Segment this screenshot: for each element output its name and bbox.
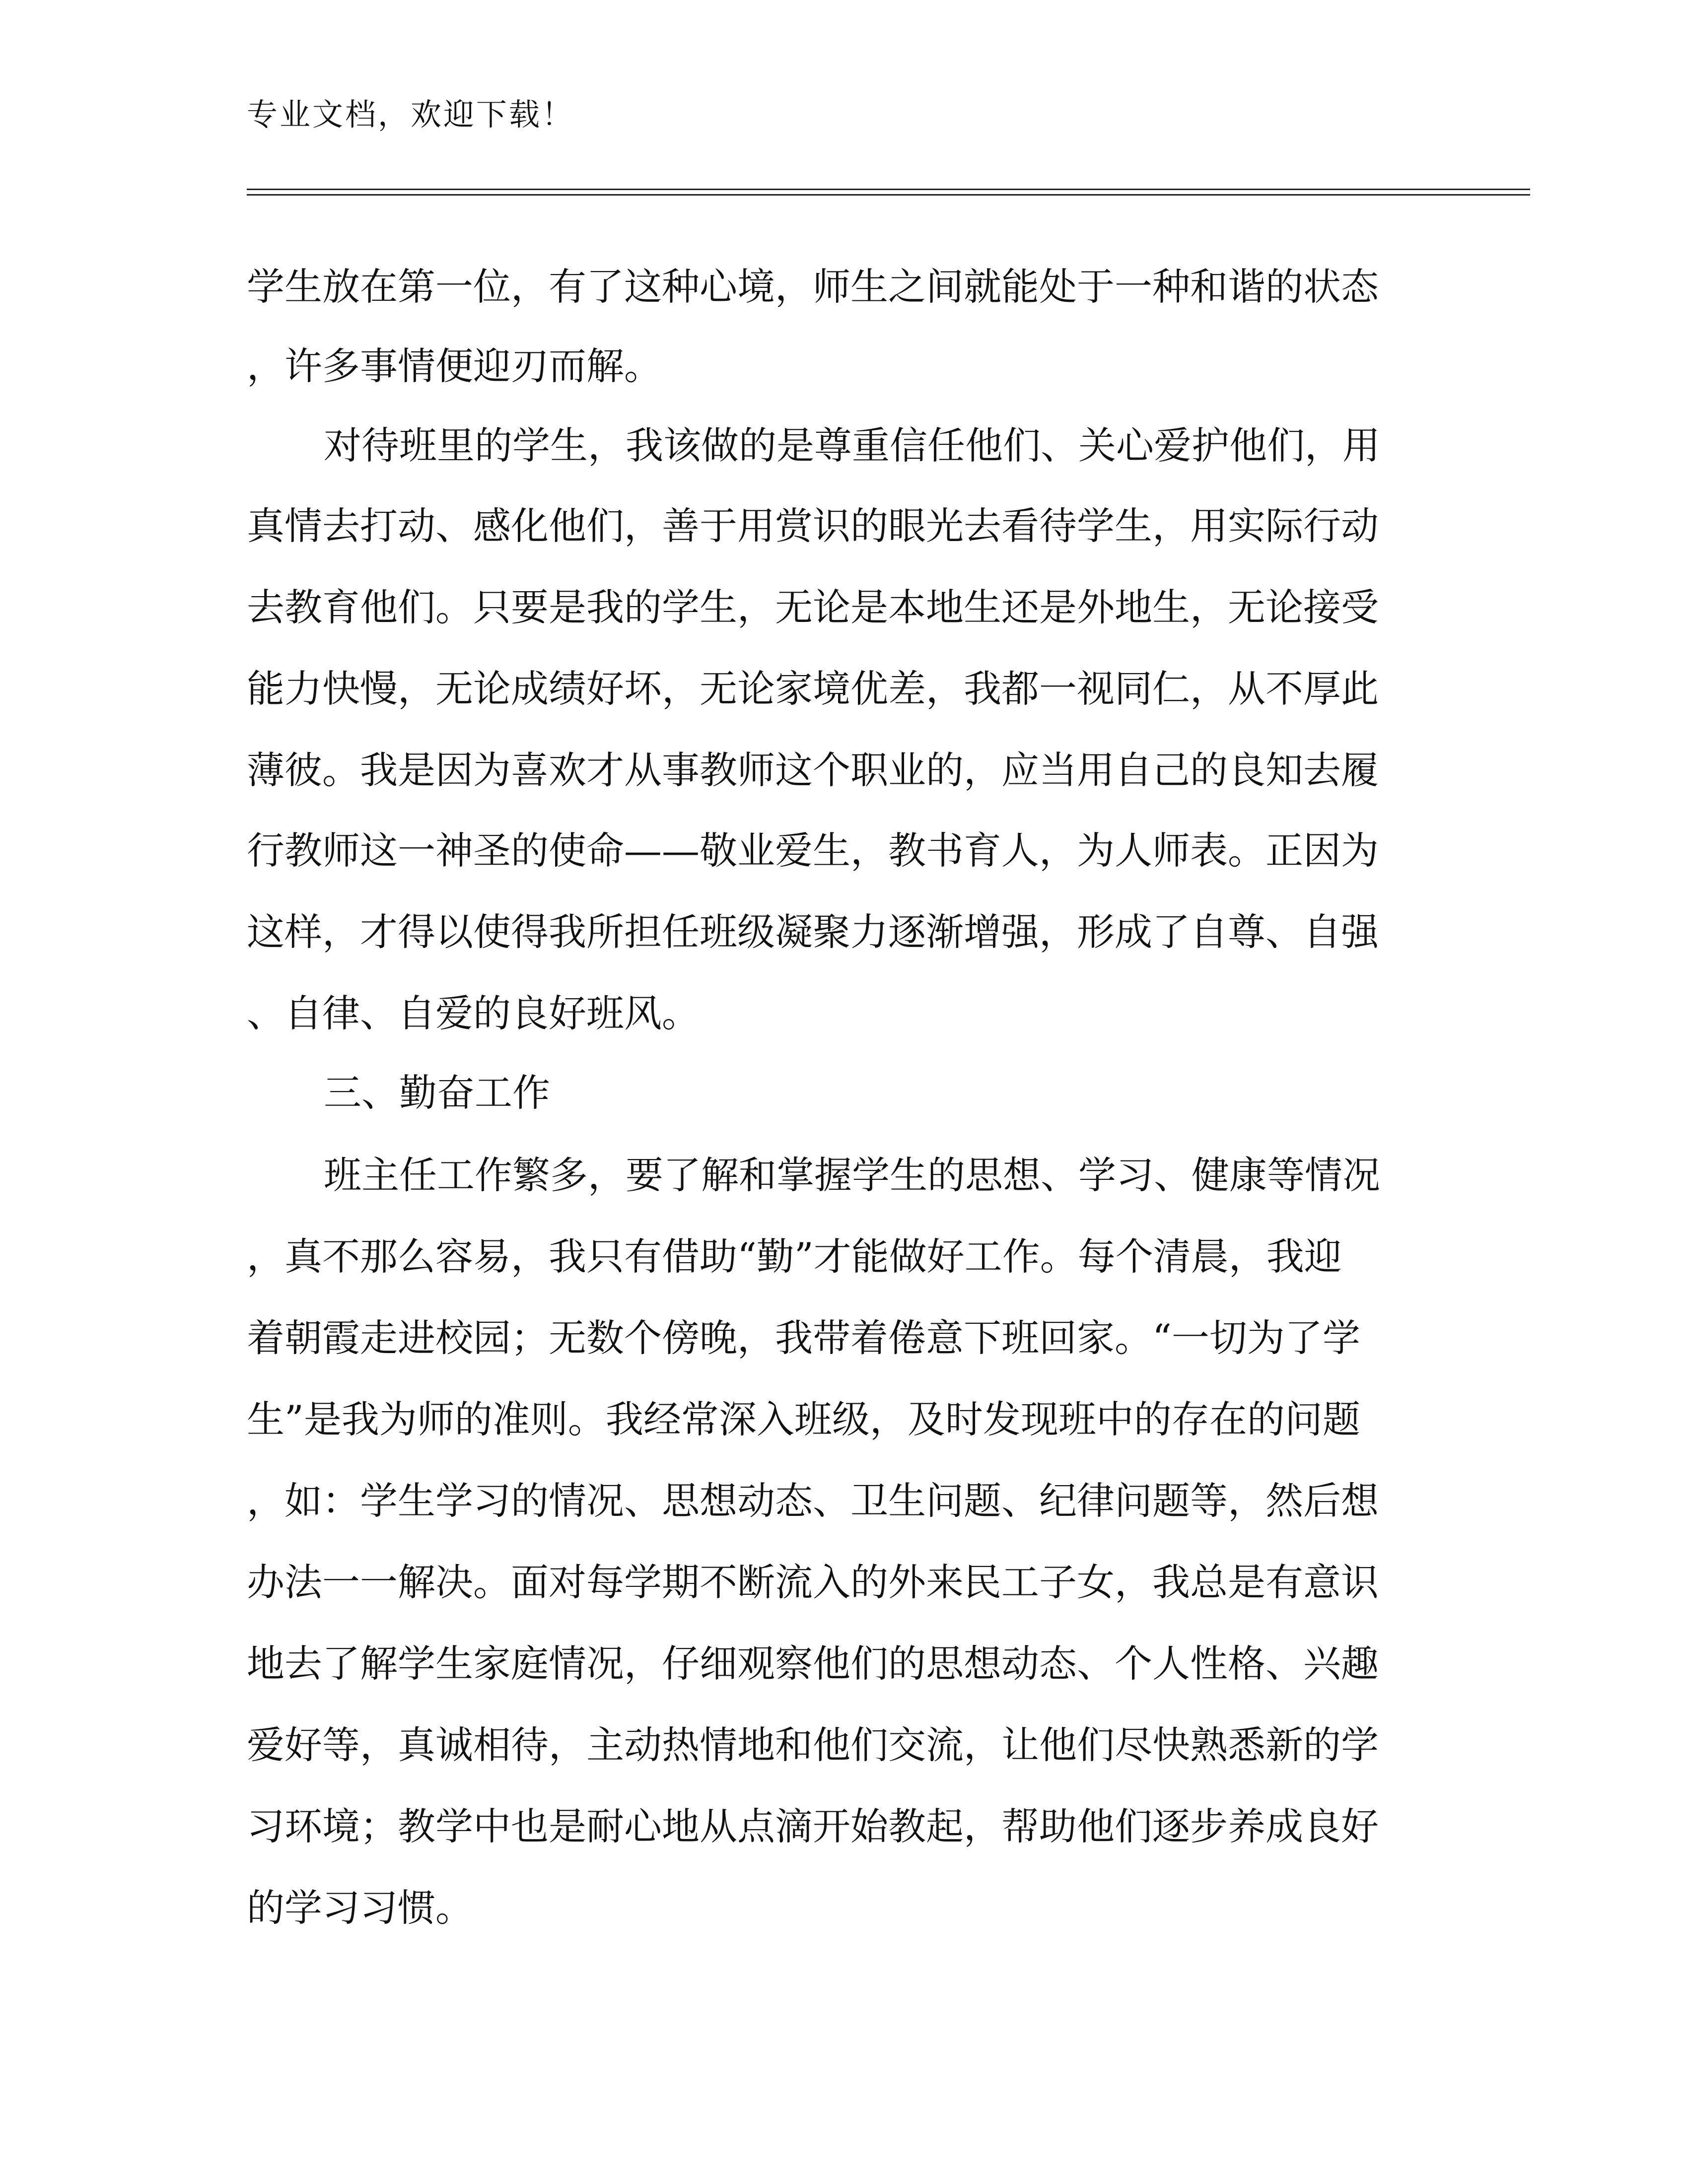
header-divider — [247, 189, 1530, 196]
paragraph-line: 对待班里的学生，我该做的是尊重信任他们、关心爱护他们，用 — [324, 423, 1380, 468]
paragraph-line: 习环境；教学中也是耐心地从点滴开始教起，帮助他们逐步养成良好 — [247, 1804, 1379, 1848]
paragraph-line: 爱好等，真诚相待，主动热情地和他们交流，让他们尽快熟悉新的学 — [247, 1723, 1379, 1767]
paragraph-line: 真情去打动、感化他们，善于用赏识的眼光去看待学生，用实际行动 — [247, 504, 1379, 548]
paragraph-line: 班主任工作繁多，要了解和掌握学生的思想、学习、健康等情况 — [324, 1153, 1380, 1197]
paragraph-line: ，如：学生学习的情况、思想动态、卫生问题、纪律问题等，然后想 — [247, 1479, 1379, 1523]
paragraph-line: 生”是我为师的准则。我经常深入班级，及时发现班中的存在的问题 — [247, 1397, 1360, 1441]
paragraph-line: 这样，才得以使得我所担任班级凝聚力逐渐增强，形成了自尊、自强 — [247, 910, 1379, 954]
paragraph-line: 地去了解学生家庭情况，仔细观察他们的思想动态、个人性格、兴趣 — [247, 1641, 1379, 1686]
paragraph-line: 、自律、自爱的良好班风。 — [247, 991, 700, 1035]
paragraph-line: 学生放在第一位，有了这种心境，师生之间就能处于一种和谐的状态 — [247, 265, 1379, 309]
paragraph-line: 办法一一解决。面对每学期不断流入的外来民工子女，我总是有意识 — [247, 1560, 1379, 1604]
paragraph-line: 的学习习惯。 — [247, 1886, 473, 1930]
paragraph-line: ，许多事情便迎刃而解。 — [247, 344, 662, 388]
paragraph-line: 薄彼。我是因为喜欢才从事教师这个职业的，应当用自己的良知去履 — [247, 748, 1379, 792]
paragraph-line: ，真不那么容易，我只有借助“勤”才能做好工作。每个清晨，我迎 — [247, 1234, 1342, 1279]
paragraph-line: 去教育他们。只要是我的学生，无论是本地生还是外地生，无论接受 — [247, 585, 1379, 629]
page-header-text: 专业文档，欢迎下载！ — [247, 96, 575, 133]
section-heading: 三、勤奋工作 — [324, 1071, 550, 1115]
paragraph-line: 行教师这一神圣的使命——敬业爱生，教书育人，为人师表。正因为 — [247, 828, 1379, 873]
paragraph-line: 着朝霞走进校园；无数个傍晚，我带着倦意下班回家。“一切为了学 — [247, 1316, 1360, 1360]
paragraph-line: 能力快慢，无论成绩好坏，无论家境优差，我都一视同仁，从不厚此 — [247, 667, 1379, 711]
